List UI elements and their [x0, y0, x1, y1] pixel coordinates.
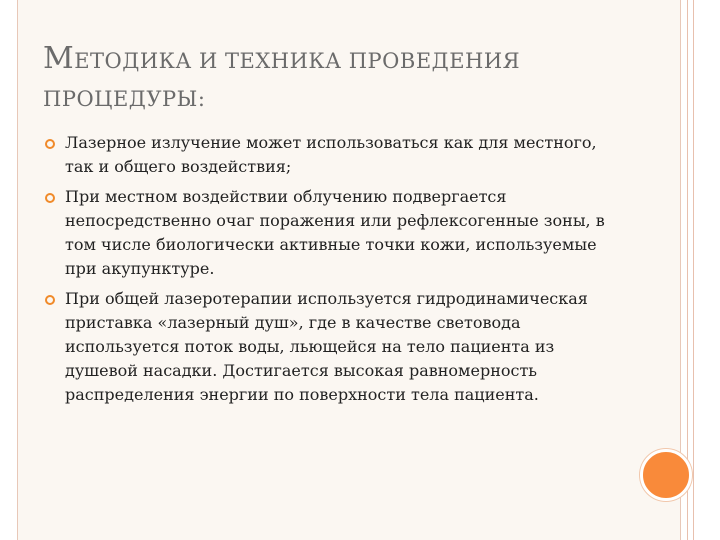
- orange-circle-icon: [640, 449, 692, 501]
- bullet-icon: [45, 295, 55, 305]
- title-first-letter: М: [43, 41, 75, 76]
- title-line-1: [43, 40, 643, 80]
- bullet-list: [45, 131, 625, 413]
- bullet-icon: [45, 193, 55, 203]
- bullet-item: [45, 131, 625, 179]
- title-line-2: [43, 80, 643, 118]
- bullet-text: Лазерное излучение может использоваться как для местного, так и общего воздействия;: [65, 133, 597, 176]
- title-rest: ЕТОДИКА И ТЕХНИКА ПРОВЕДЕНИЯ: [74, 49, 521, 73]
- slide-title: [43, 40, 643, 118]
- title-second-line-text: ПРОЦЕДУРЫ:: [43, 87, 206, 111]
- bullet-text: При местном воздействии облучению подвергается непосредственно очаг поражения или рефлексогенные зоны, в том числе биологически активные точки кожи, используемые при акупунктуре.: [65, 187, 605, 278]
- right-border-line-outer: [693, 0, 694, 540]
- bullet-item: [45, 287, 625, 407]
- bullet-icon: [45, 139, 55, 149]
- bullet-text: При общей лазеротерапии используется гидродинамическая приставка «лазерный душ», где в качестве световода используется поток воды, льющейся на тело пациента из душевой насадки. Достигается высокая равномерность распределения энергии по поверхности тела пациента.: [65, 289, 588, 404]
- bullet-item: [45, 185, 625, 281]
